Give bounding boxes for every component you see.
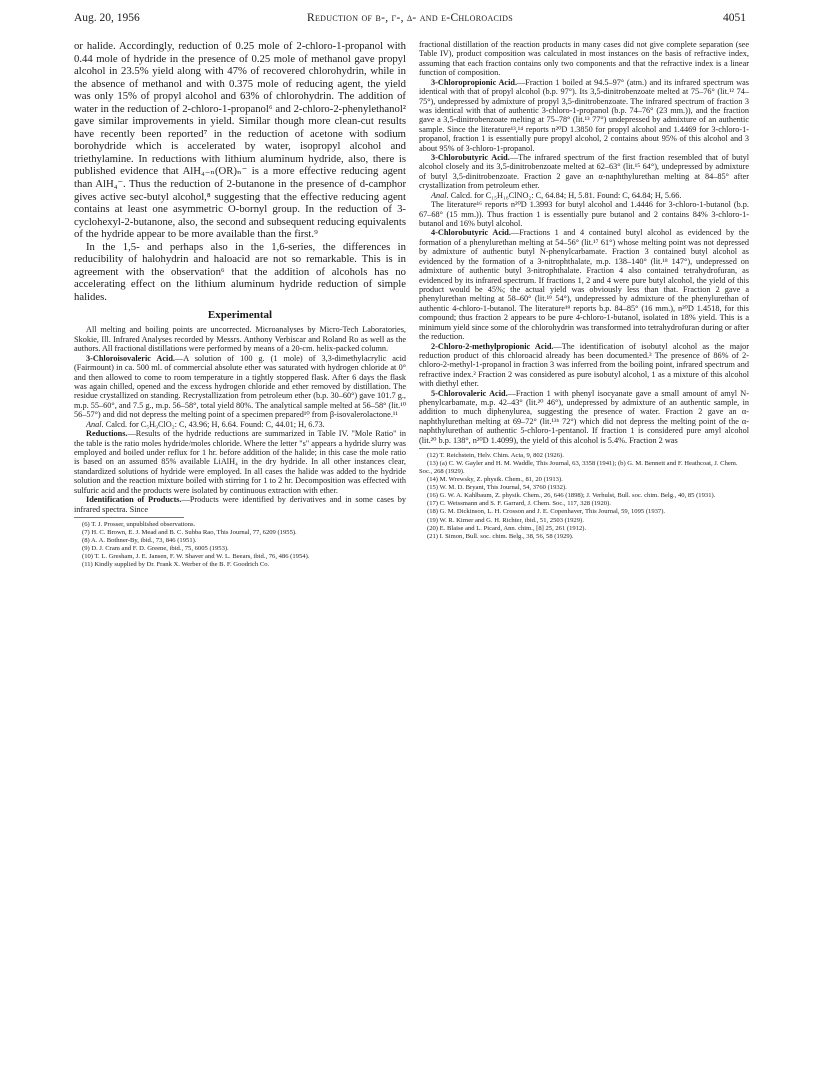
header-title: Reduction of β-, γ-, δ- and ε-Chloroacids (307, 12, 513, 24)
body-paragraph: 3-Chloropropionic Acid.—Fraction 1 boiled at 94.5–97° (atm.) and its infrared spectrum was identical with that of propyl alcohol (b.p. 97°). Its 3,5-dinitrobenzoate melted at 75–76° (lit.¹² 74–75°), undepressed by admixture of propyl 3,5-dinitrobenzoate. The infrared spectrum of fraction 3 was identical with that of authentic 3-chloro-1-propanol (b.p. 74–76° (23 mm.)), and the fraction gave a 3,5-dinitrobenzoate melting at 75–78° (lit.¹³ 77°) undepressed by admixture of an authentic sample. Since the literature¹³,¹⁴ reports n²⁰D 1.3850 for propyl alcohol and 1.4469 for 3-chloro-1-propanol, fraction 1 is essentially pure propyl alcohol, 2 contains about 95% of this alcohol and 3 about 95% of 3-chloro-1-propanol. (419, 77, 749, 153)
footnote: (19) W. R. Kirner and G. H. Richter, ibid., 51, 2503 (1929). (427, 516, 584, 524)
experimental-paragraph: Anal. Calcd. for C₅H₉ClO₂: C, 43.96; H, 6.64. Found: C, 44.01; H, 6.73. (86, 419, 325, 429)
paragraph-heading: 3-Chloroisovaleric Acid. (86, 353, 175, 363)
experimental-heading: Experimental (207, 309, 273, 322)
paragraph-heading: 3-Chlorobutyric Acid. (431, 153, 510, 163)
footnote: (11) Kindly supplied by Dr. Frank X. Werber of the B. F. Goodrich Co. (82, 561, 270, 569)
intro-paragraph-2: In the 1,5- and perhaps also in the 1,6-series, the differences in reducibility of halohydrin and haloacid are not so remarkable. This is in agreement with the observation⁶ that the addition of alcohols has no accelerating effect on the lithium aluminum hydride reduction of simple halides. (74, 240, 406, 303)
right-column (419, 40, 749, 541)
body-paragraph: The literature¹⁶ reports n²⁰D 1.3993 for butyl alcohol and 1.4446 for 3-chloro-1-butanol (b.p. 67–68° (15 mm.)). Thus fraction 1 is essentially pure butanol and 2 contains 84% 3-chloro-1-butanol and 16% butyl alcohol. (419, 200, 749, 229)
footnote-divider (419, 448, 529, 449)
footnotes-left (74, 521, 406, 569)
footnote: (18) G. M. Dickinson, L. H. Crosson and J. E. Copenhaver, This Journal, 59, 1095 (1937). (427, 508, 666, 516)
body-paragraph: fractional distillation of the reaction products in many cases did not give complete separation (see Table IV), product composition was calculated in most instances on the basis of refractive index, assuming that each fraction contains only two components and that the refractive index is a linear function of composition. (419, 40, 749, 78)
paragraph-heading: Identification of Products. (86, 495, 182, 505)
footnote: (15) W. M. D. Bryant, This Journal, 54, 3760 (1932). (427, 484, 567, 492)
footnote: (10) T. L. Gresham, J. E. Jansen, F. W. Shaver and W. L. Beears, ibid., 76, 486 (1954). (82, 553, 310, 561)
body-paragraph: 4-Chlorobutyric Acid.—Fractions 1 and 4 contained butyl alcohol as evidenced by the formation of a phenylurethan melting at 54–56° (lit.¹⁷ 61°) whose melting point was not depressed by admixture of authentic butyl N-phenylcarbamate. Fraction 3 contained butyl alcohol as evidenced by the formation of a 3-nitrophthalate, m.p. 138–140° (lit.¹⁸ 147°), undepressed on admixture of authentic butyl 3-nitrophthalate. Fraction 4 also contained tetrahydrofuran, as evidenced by its infrared spectrum. If fractions 1, 2 and 4 were pure butyl alcohol, the yield of this product would be 45%; the actual yield was obviously less than that. Fraction 2 gave a phenylurethan melting at 58–60° (lit.¹⁹ 54°), undepressed by admixture of the phenylurethan of authentic 4-chloro-1-butanol. The literature¹⁹ reports b.p. 84–85° (16 mm.), n²⁰D 1.4518, for this compound; thus fraction 2 appears to be pure 4-chloro-1-butanol, isolated in 18% yield. This is a minimum yield since some of the chlorohydrin was transformed into tetrahydrofuran during or after the reduction. (419, 228, 749, 342)
paragraph-heading: Reductions. (86, 429, 128, 439)
experimental-paragraph: 3-Chloroisovaleric Acid.—A solution of 100 g. (1 mole) of 3,3-dimethylacrylic acid (Fairmount) in ca. 500 ml. of commercial absolute ether was saturated with hydrogen chloride at 0° and then allowed to come to room temperature in a tightly stoppered flask. After 6 days the flask was again chilled, opened and the excess hydrogen chloride and ether removed by distillation. The residue crystallized on standing. Recrystallization from petroleum ether (b.p. 30–60°) gave 101.7 g., m.p. 55–60°, and 7.5 g., m.p. 56–58°, total yield 80%. The analytical sample melted at 56–58° (lit.¹⁰ 56–57°) and did not depress the melting point of a specimen prepared¹⁰ from β-isovalerolactone.¹¹ (74, 353, 406, 420)
footnote: (21) I. Simon, Bull. soc. chim. Belg., 38, 56, 58 (1929). (427, 532, 574, 540)
experimental-paragraph: Identification of Products.—Products were identified by derivatives and in some cases by infrared spectra. Since (74, 495, 406, 514)
footnote: (20) E. Blaise and L. Picard, Ann. chim., [8] 25, 261 (1912). (427, 524, 587, 532)
paragraph-heading: 5-Chlorovaleric Acid. (431, 388, 508, 398)
header-page-number: 4051 (723, 12, 746, 24)
footnote: (14) M. Wrewsky, Z. physik. Chem., 81, 20 (1913). (427, 476, 563, 484)
experimental-paragraph: Reductions.—Results of the hydride reductions are summarized in Table IV. "Mole Ratio" in the table is the ratio moles hydride/moles chloride. Where the letter "s" appears a hydride slurry was employed and boiled under reflux for 1 hr. before addition of the halide; in this case the mole ratio is based on an assumed 85% available LiAlH₄ in the dry hydride. In all other instances clear, standardized solutions of hydride were employed. In all cases the halide was added to the hydride solution and the reaction mixture boiled with stirring for 1 to 2 hr. Decomposition was effected with sulfuric acid and the products were isolated by continuous extraction with ether. (74, 429, 406, 495)
footnote: (9) D. J. Cram and F. D. Greene, ibid., 75, 6005 (1953). (82, 545, 229, 553)
intro-paragraph-1: or halide. Accordingly, reduction of 0.25 mole of 2-chloro-1-propanol with 0.44 mole of hydride in the presence of 0.25 mole of methanol gave propyl alcohol in 23.5% yield along with 47% of recovered chlorohydrin, while in the absence of methanol and with 0.375 mole of reducing agent, the yield was only 15% of propyl alcohol and 63% of chlorohydrin. The addition of water in the reduction of 2-chloro-1-propanol⁶ and 2-chloro-2-phenylethanol² gave similar improvements in yield. Similar though more clean-cut results have recently been reported⁷ in the reduction of acetone with sodium borohydride which is accelerated by water, isopropyl alcohol and triethylamine. In reductions with lithium aluminum hydride, also, there is published evidence that AlH₄₋ₙ(OR)ₙ⁻ is a more effective reducing agent than AlH₄⁻. Thus the reduction of 2-butanone in the presence of d-camphor gives active sec-butyl alcohol,⁸ suggesting that the effective reducing agent contains at least one asymmetric O-bornyl group. In the reduction of 3-cyclohexyl-2-butanone, also, the second and subsequent reducing equivalents of the hydride appear to be more available than the first.⁹ (74, 40, 406, 241)
header-date: Aug. 20, 1956 (74, 12, 140, 24)
footnote: (6) T. J. Prosser, unpublished observations. (82, 520, 196, 528)
left-column (74, 40, 406, 569)
experimental-paragraph: All melting and boiling points are uncorrected. Microanalyses by Micro-Tech Laboratories, Skokie, Ill. Infrared Analyses recorded by Messrs. Anthony Verbiscar and Roland Ro as well as the authors. All fractional distillations were performed by means of a 20-cm. helix-packed column. (74, 325, 406, 354)
paragraph-heading: Anal. (431, 190, 449, 200)
footnote: (17) C. Weissmann and S. F. Garrard, J. Chem. Soc., 117, 328 (1920). (427, 500, 611, 508)
paragraph-heading: Anal. (86, 419, 104, 429)
experimental-section (74, 325, 406, 513)
paragraph-heading: 2-Chloro-2-methylpropionic Acid. (431, 341, 554, 351)
body-paragraph: 3-Chlorobutyric Acid.—The infrared spectrum of the first fraction resembled that of butyl alcohol closely and its 3,5-dinitrobenzoate melted at 62–63° (lit.¹⁵ 64°), undepressed by admixture of butyl 3,5-dinitrobenzoate. Fraction 2 gave an α-naphthylurethan melting at 84–85° after crystallization from petroleum ether. (419, 153, 749, 191)
intro-text (74, 40, 406, 303)
body-paragraph: 5-Chlorovaleric Acid.—Fraction 1 with phenyl isocyanate gave a small amount of amyl N-phenylcarbamate, m.p. 42–43° (lit.²⁰ 46°), undepressed by admixture of an authentic sample, in addition to much diphenylurea, suggesting the presence of water. Fraction 2 gave an α-naphthylurethan melting at 69–72° (lit.¹³ᵇ 72°) which did not depress the melting point of the α-naphthylurethan of authentic 5-chloro-1-pentanol. If fraction 1 is considered pure amyl alcohol (lit.²⁰ b.p. 138°, n²⁰D 1.4099), the yield of this alcohol is 5.4%. Fraction 2 was (419, 388, 749, 445)
footnote: (7) H. C. Brown, E. J. Mead and B. C. Subba Rao, This Journal, 77, 6209 (1955). (82, 528, 297, 536)
footnote: (16) G. W. A. Kahlbaum, Z. physik. Chem., 26, 646 (1898); J. Verhulst, Bull. soc. chim. Belg., 40, 85 (1931). (427, 492, 716, 500)
footnote: (12) T. Reichstein, Helv. Chim. Acta, 9, 802 (1926). (427, 452, 564, 460)
paragraph-heading: 3-Chloropropionic Acid. (431, 77, 518, 87)
footnotes-right (419, 452, 749, 541)
body-paragraph: Anal. Calcd. for C₁₅H₁₆ClNO₂: C, 64.84; H, 5.81. Found: C, 64.84; H, 5.66. (431, 190, 682, 200)
running-header (74, 12, 746, 28)
footnote: (8) A. A. Bothner-By, ibid., 73, 846 (1951). (82, 537, 197, 545)
identification-section (419, 40, 749, 445)
footnote-divider (74, 517, 184, 518)
footnote: (13) (a) C. W. Gayler and H. M. Waddle, This Journal, 63, 3358 (1941); (b) G. M. Bennett and F. Heathcoat, J. Chem. Soc., 268 (1929). (419, 460, 738, 476)
paragraph-heading: 4-Chlorobutyric Acid. (431, 228, 511, 238)
body-paragraph: 2-Chloro-2-methylpropionic Acid.—The identification of isobutyl alcohol as the major reduction product of this chloroacid already has been documented.³ The presence of 86% of 2-chloro-2-methyl-1-propanol in fraction 3 was inferred from the boiling point, infrared spectrum and refractive index.² Fraction 2 was considered as pure isobutyl alcohol, 1 as a mixture of this alcohol with diethyl ether. (419, 341, 749, 389)
